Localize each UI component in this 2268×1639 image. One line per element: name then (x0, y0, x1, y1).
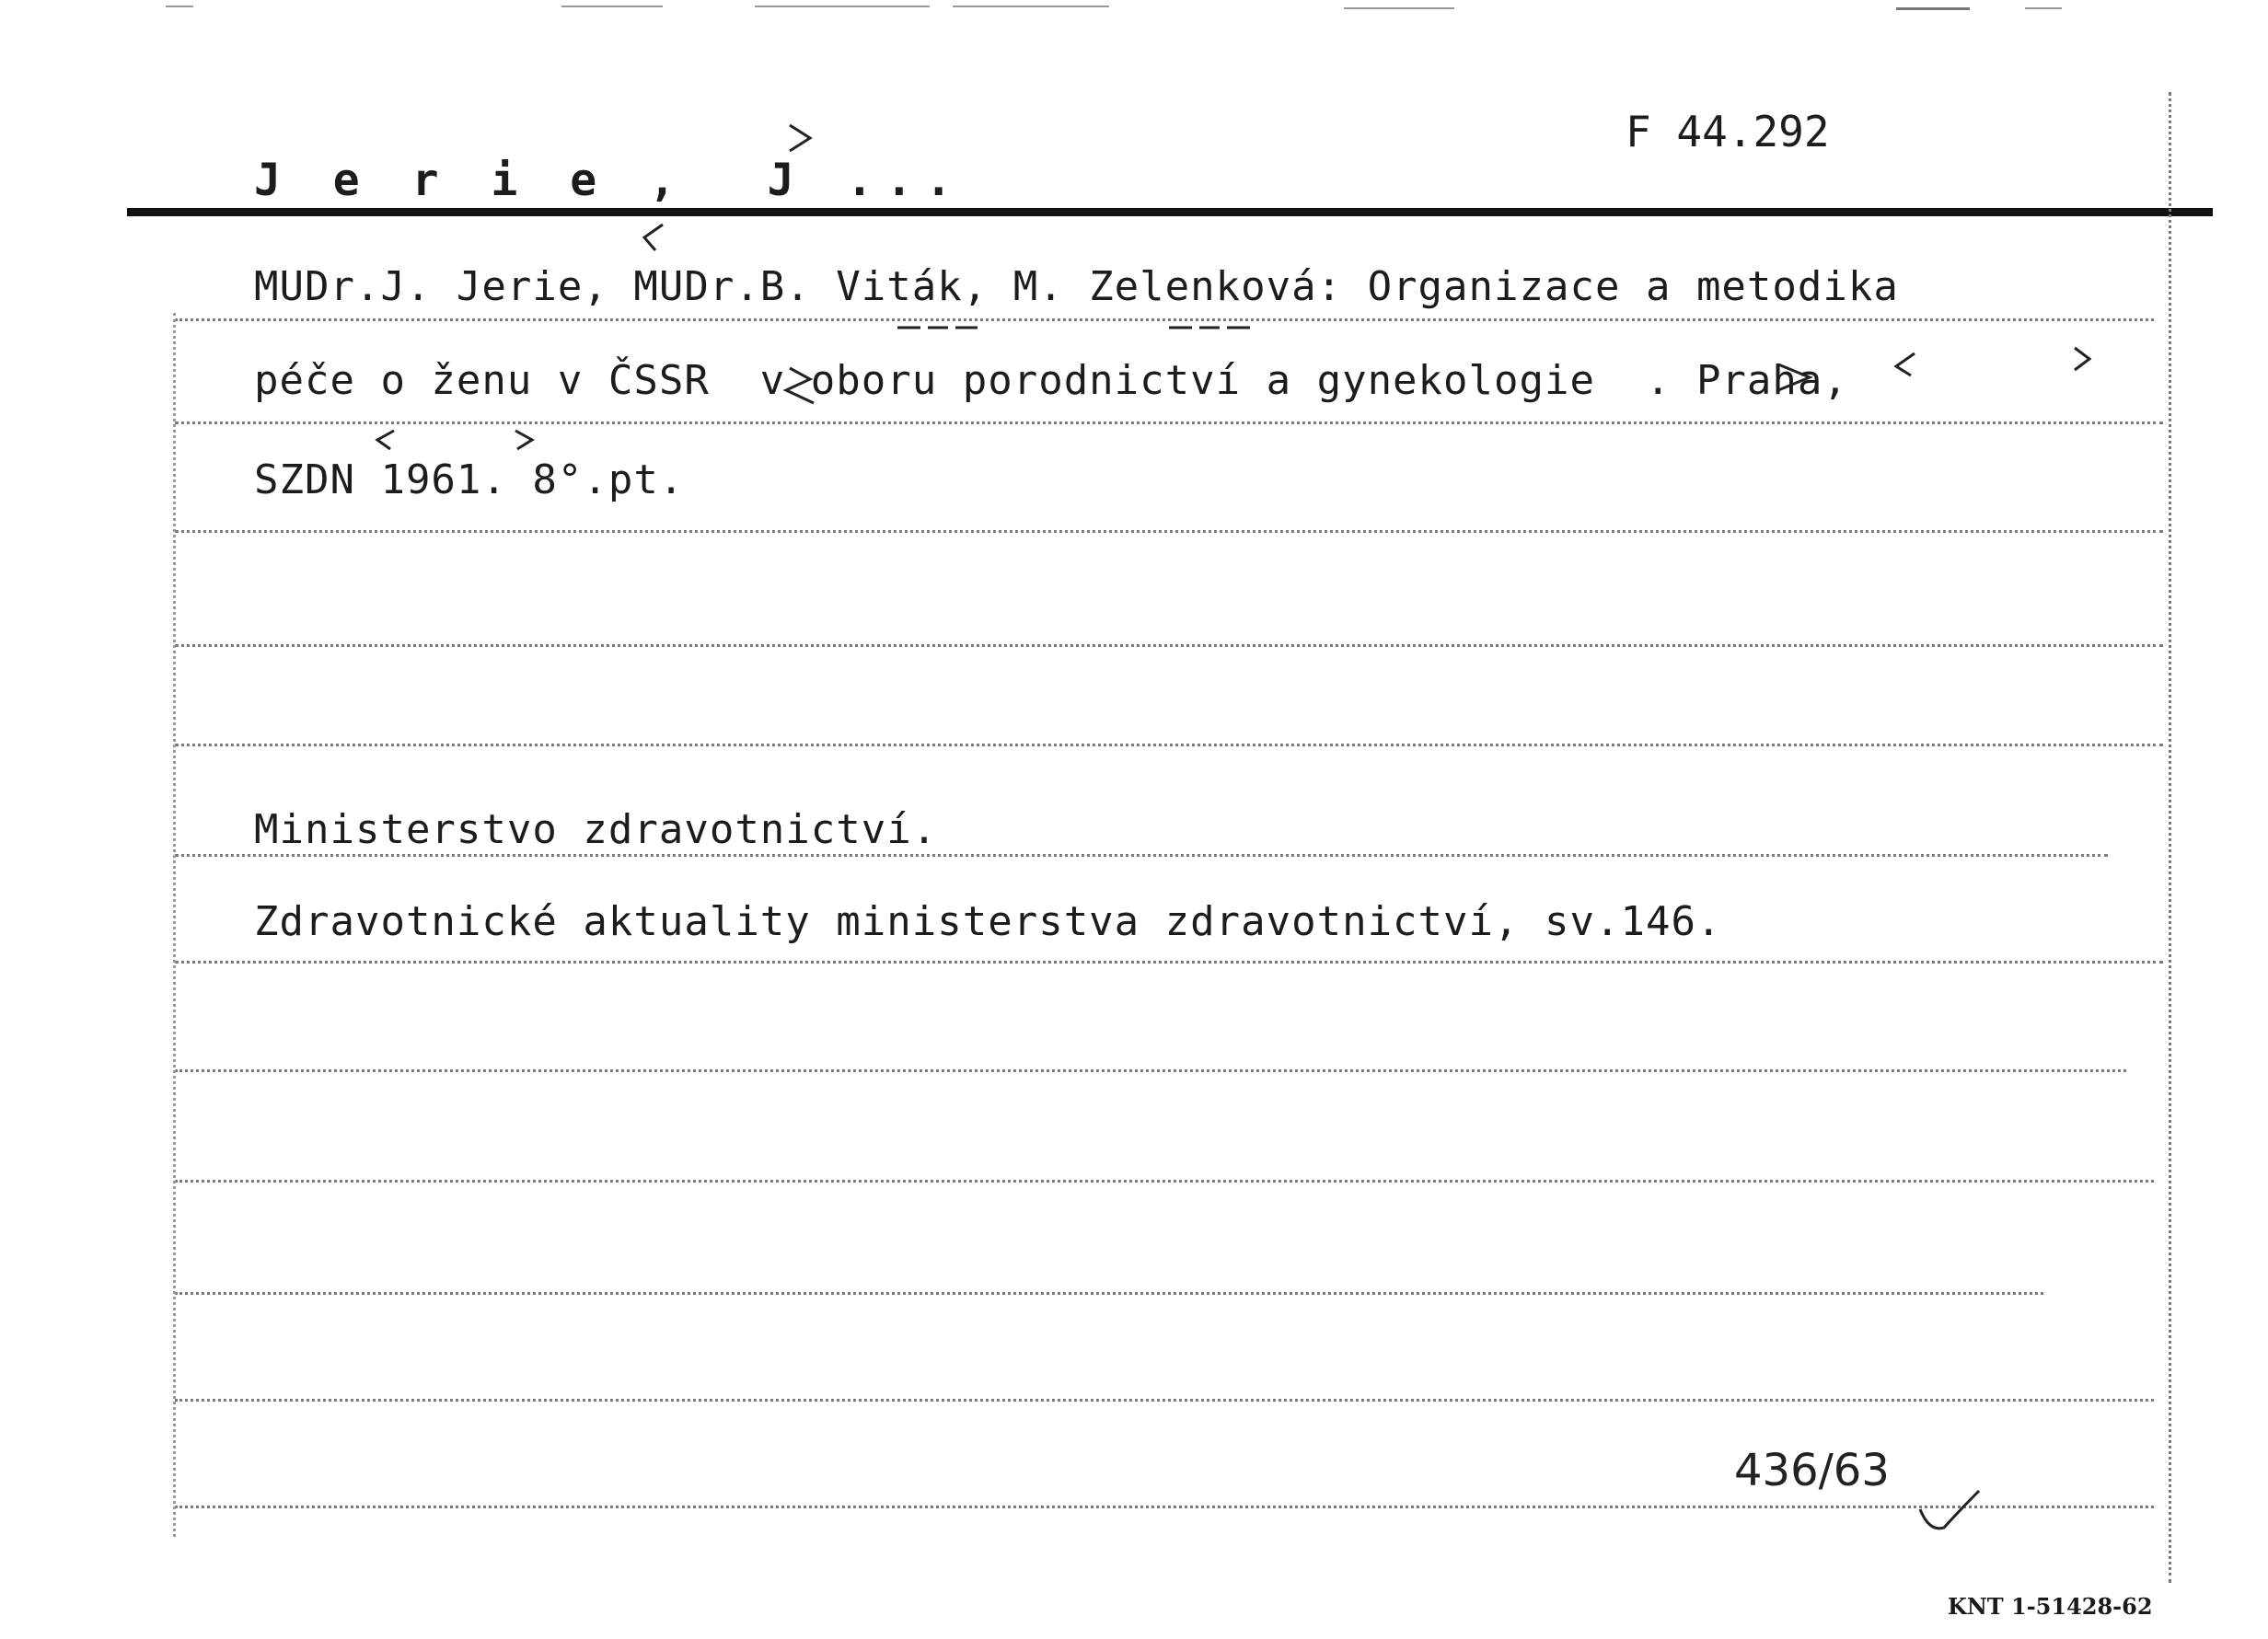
title-line-1: MUDr.J. Jerie, MUDr.B. Viták, M. Zelenková: Organizace a metodika (254, 263, 1899, 310)
title-line-2: péče o ženu v ČSSR v oboru porodnictví a gynekologie . Praha, (254, 357, 1848, 404)
title-line-3: SZDN 1961. 8°.pt. (254, 456, 685, 503)
shelf-mark: F 44.292 (1626, 107, 1830, 156)
accession-number: 436/63 (1734, 1445, 1890, 1496)
institution-line: Ministerstvo zdravotnictví. (254, 806, 938, 853)
footer-code: KNT 1-51428-62 (1948, 1593, 2153, 1620)
author-heading: J e r i e , J ... (254, 155, 966, 206)
series-line: Zdravotnické aktuality ministerstva zdravotnictví, sv.146. (254, 898, 1722, 945)
